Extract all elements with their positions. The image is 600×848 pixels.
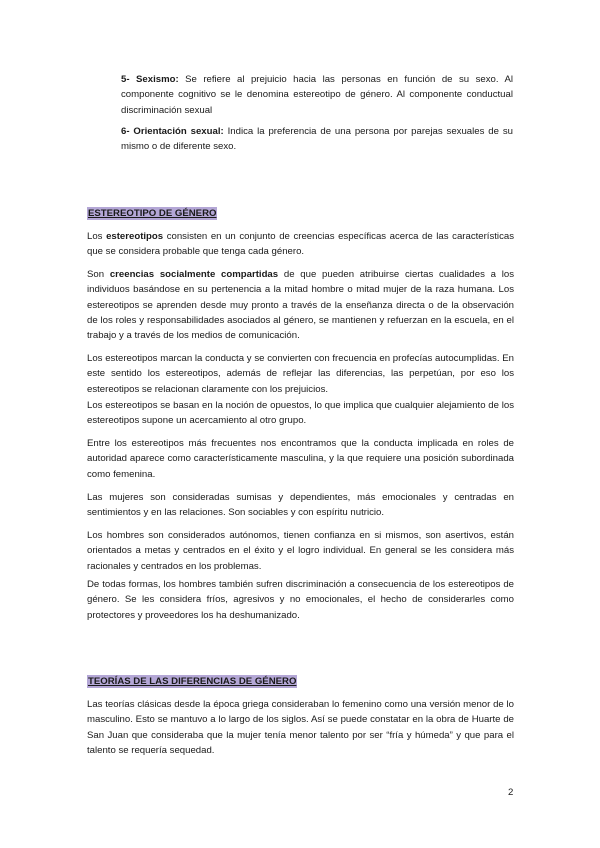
- term-text: Indica la preferencia de una persona por parejas sexuales de su mismo o de diferente sexo.: [121, 126, 513, 153]
- term-label: 6- Orientación sexual:: [121, 126, 224, 137]
- paragraph: Los estereotipos marcan la conducta y se convierten con frecuencia en profecías autocumplidas. En este sentido los estereotipos, además de reflejar las diferencias, las perpetúan, por eso los estereotipos se relacionan claramente con los prejuicios.: [87, 353, 514, 395]
- list-item-orientacion-sexual: [121, 124, 513, 155]
- section-heading-estereotipo: ESTEREOTIPO DE GÉNERO: [88, 208, 217, 219]
- paragraph: Los hombres son considerados autónomos, tienen confianza en si mismos, son asertivos, están orientados a metas y centrados en el éxito y el logro individual. En general se les considera más racionales y centrados en los problemas.: [87, 530, 514, 572]
- term-text: Se refiere al prejuicio hacia las personas en función de su sexo. Al componente cognitivo se le denomina estereotipo de género. Al componente conductual discriminación sexual: [121, 74, 513, 116]
- paragraph: Son creencias socialmente compartidas de que pueden atribuirse ciertas cualidades a los individuos basándose en su pertenencia a la mitad hombre o mitad mujer de la raza humana. Los estereotipos se aprenden desde muy pronto a través de la enseñanza directa o de la observación de los roles y responsabilidades asociados al género, se mantienen y refuerzan en la escuela, en el trabajo y a través de los medios de comunicación.: [87, 269, 514, 342]
- paragraph: Las mujeres son consideradas sumisas y dependientes, más emocionales y centradas en sentimientos y en las relaciones. Son sociables y con espíritu nutricio.: [87, 492, 514, 519]
- list-item-sexismo: [121, 72, 513, 118]
- page-number: 2: [508, 787, 514, 798]
- paragraph: Los estereotipos se basan en la noción de opuestos, lo que implica que cualquier alejamiento de los estereotipos supone un acercamiento al otro grupo.: [87, 400, 514, 427]
- paragraph: Los estereotipos consisten en un conjunto de creencias específicas acerca de las características que se considera probable que tenga cada género.: [87, 231, 514, 258]
- section-heading-teorias: TEORÍAS DE LAS DIFERENCIAS DE GÉNERO: [88, 676, 297, 687]
- paragraph: Las teorías clásicas desde la época griega consideraban lo femenino como una versión menor de lo masculino. Esto se mantuvo a lo largo de los siglos. Así se puede constatar en la obra de Huarte de San Juan que consideraba que la mujer tenía menor talento por ser “fría y húmeda” y que para el talento se requería sequedad.: [87, 699, 514, 756]
- term-label: 5- Sexismo:: [121, 74, 179, 85]
- bold-term: creencias socialmente compartidas: [109, 269, 279, 280]
- paragraph: Entre los estereotipos más frecuentes nos encontramos que la conducta implicada en roles de autoridad aparece como característicamente masculina, y la que requiere una posición subordinada como femenina.: [87, 438, 514, 480]
- bold-term: estereotipos: [106, 231, 164, 242]
- paragraph: De todas formas, los hombres también sufren discriminación a consecuencia de los estereotipos de género. Se les considera fríos, agresivos y no emocionales, el hecho de considerarles como protectores y proveedores los ha deshumanizado.: [87, 579, 514, 621]
